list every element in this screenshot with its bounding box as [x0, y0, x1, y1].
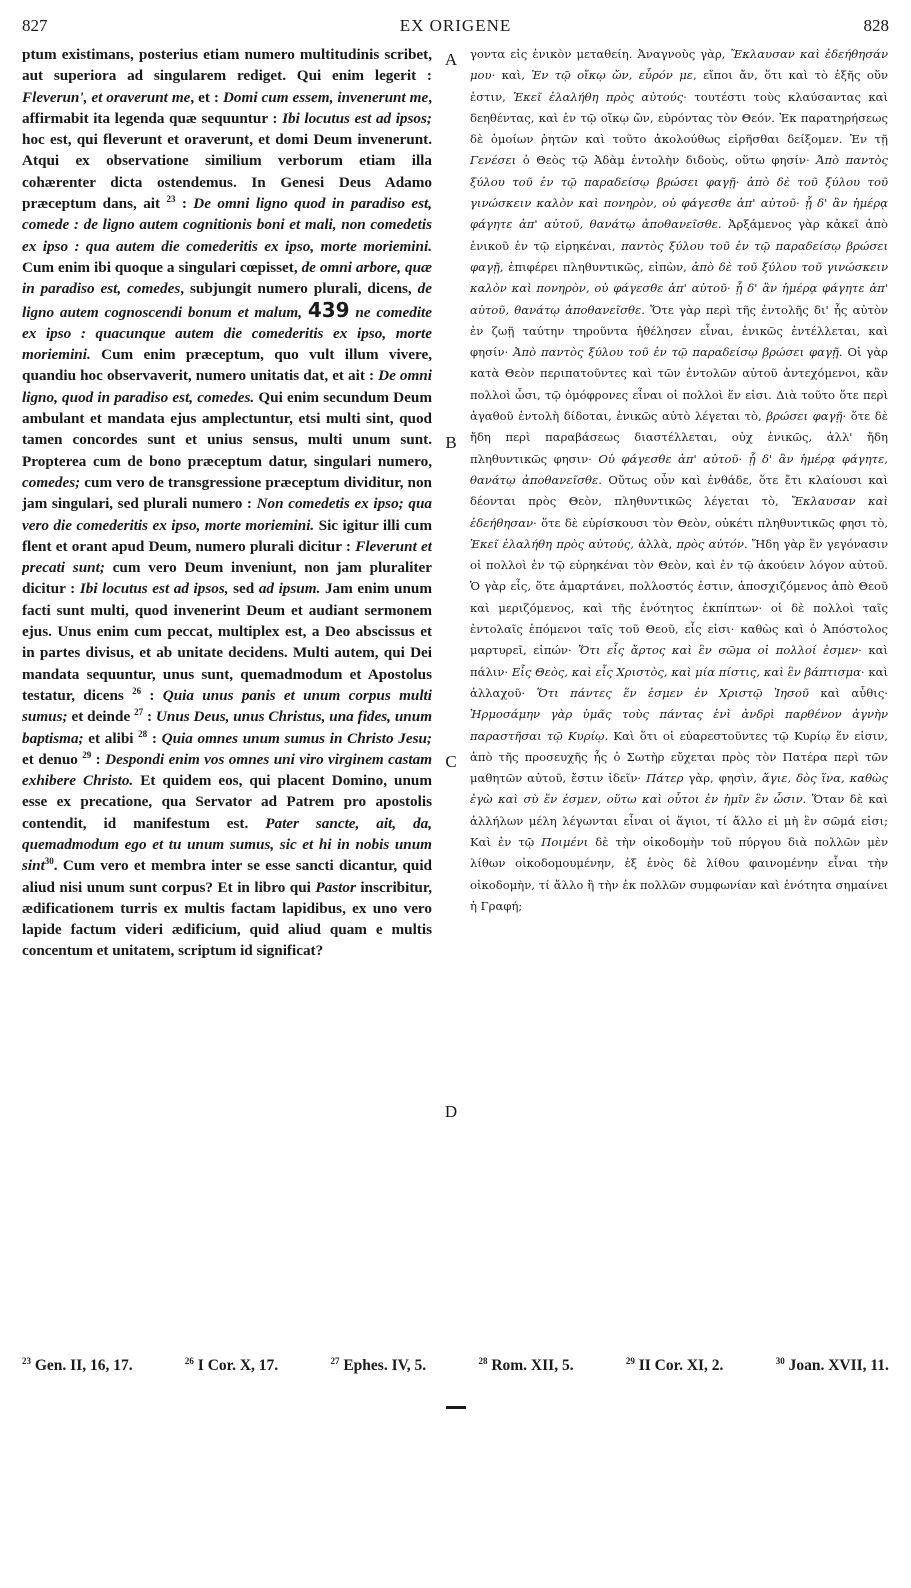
- greek-column: [470, 44, 888, 1334]
- footnote: $^{28}$ Rom. XII, 5.: [478, 1356, 574, 1375]
- latin-column: [22, 44, 432, 1334]
- margin-letter-c: C: [445, 752, 457, 771]
- footnote-ref: 27: [134, 707, 144, 718]
- footnote-ref: 28: [138, 728, 148, 739]
- footnotes: [22, 1356, 889, 1380]
- margin-letter-d: D: [444, 1102, 458, 1121]
- footnote-ref: 30: [44, 856, 54, 867]
- footnote: $^{27}$ Ephes. IV, 5.: [330, 1356, 427, 1375]
- footnote: $^{26}$ I Cor. X, 17.: [184, 1356, 279, 1375]
- end-rule: [446, 1406, 466, 1409]
- page-number-left: 827: [22, 16, 48, 35]
- migne-column-marker: 439: [307, 297, 350, 322]
- footnote-ref: 26: [132, 685, 142, 696]
- footnote: $^{23}$ Gen. II, 16, 17.: [22, 1356, 133, 1375]
- footnote: $^{30}$ Joan. XVII, 11.: [775, 1356, 889, 1375]
- footnote: $^{29}$ II Cor. XI, 2.: [625, 1356, 724, 1375]
- greek-text: γοντα εἰς ἑνικὸν μεταθείη. Ἀναγνοὺς γὰρ, Ἔκλαυσαν καὶ ἐδεήθησάν μου· καὶ, Ἐν τῷ οἴκῳ ὤν, εὗρόν με, εἴποι ἄν, ὅτι καὶ τὸ ἑξῆς οὕν ἐστιν, Ἐκεῖ ἐλαλήθη πρὸς αὐτούς· τουτέστι τοὺς κλαύσαντας καὶ δεηθέντας, καὶ ἐν τῷ οἴκῳ ὤν, εὑρόντας τὸν Θεόν. Ἐκ παρατηρήσεως δὲ ὁμοίων ῥητῶν καὶ τοῦτο ἀκολούθως εἰρῆσθαι δείξομεν. Ἐν τῇ Γενέσει ὁ Θεὸς τῷ Ἀδὰμ ἐντολὴν διδοὺς, οὕτω φησίν· Ἀπὸ παντὸς ξύλου τοῦ ἐν τῷ παραδείσῳ βρώσει φαγῇ· ἀπὸ δὲ τοῦ ξύλου τοῦ γινώσκειν καλὸν καὶ πονηρὸν, οὐ φάγεσθε ἀπ' αὐτοῦ· ᾗ δ' ἂν ἡμέρᾳ φάγητε ἀπ' αὐτοῦ, θανάτῳ ἀποθανεῖσθε. Ἀρξάμενος γὰρ κἀκεῖ ἀπὸ ἑνικοῦ ἐν τῷ εἰρηκέναι, παντὸς ξύλου τοῦ ἐν τῷ παραδείσῳ βρώσει φαγῇ, ἐπιφέρει πληθυντικῶς, εἰπὼν, ἀπὸ δὲ τοῦ ξύλου τοῦ γινώσκειν καλὸν καὶ πονηρὸν, οὐ φάγεσθε ἀπ' αὐτοῦ· ᾗ δ' ἂν ἡμέρᾳ φάγητε ἀπ' αὐτοῦ, θανάτῳ ἀποθανεῖσθε. Ὅτε γὰρ περὶ τῆς ἐντολῆς δι' ἧς αὐτὸν ἐν ζωῇ ταύτην τηροῦντα ἠθέλησεν εἶναι, ἑνικῶς ἐντέλλεται, καὶ φησίν· Ἀπὸ παντὸς ξύλου τοῦ ἐν τῷ παραδείσῳ βρώσει φαγῇ. Οἱ γὰρ κατὰ Θεὸν περιπατοῦντες καὶ τῶν ἐντολῶν αὐτοῦ ἀντεχόμενοι, κἂν πολλοὶ ὦσι, τῷ ὁμόφρονες εἶναι οἱ πολλοὶ ἕν εἰσι. Διὰ τοῦτο ὅτε περὶ ἀγαθοῦ ἐντολὴ δίδοται, ἑνικῶς αὐτὸ λέγεται τὸ, βρώσει φαγῇ· ὅτε δὲ ἤδη περὶ παραβάσεως διαστέλλεται, οὐχ ἑνικῶς, ἀλλ' ἤδη πληθυντικῶς φησιν· Οὐ φάγεσθε ἀπ' αὐτοῦ· ᾗ δ' ἂν ἡμέρᾳ φάγητε, θανάτῳ ἀποθανεῖσθε. Οὕτως οὖν καὶ ἐνθάδε, ὅτε ἔτι κλαίουσι καὶ δέονται πρὸς Θεὸν, πληθυντικῶς λέγεται τὸ, Ἔκλαυσαν καὶ ἐδεήθησαν· ὅτε δὲ εὑρίσκουσι τὸν Θεὸν, οὐκέτι πληθυντικῶς φησι τὸ, Ἐκεῖ ἐλαλήθη πρὸς αὐτούς, ἀλλὰ, πρὸς αὐτόν. Ἤδη γὰρ ἓν γεγόνασιν οἱ πολλοὶ ἐν τῷ εὑρηκέναι τὸν Θεὸν, καὶ ἐν τῷ ἀκούειν λόγον αὐτοῦ. Ὁ γὰρ εἷς, ὅτε ἁμαρτάνει, πολλοστός ἐστιν, ἀποσχιζόμενος ἀπὸ Θεοῦ καὶ μεριζόμενος, καὶ τῆς ἑνότητος ἐκπίπτων· οἱ δὲ πολλοὶ ταῖς ἐντολαῖς ἑπόμενοι ταῖς τοῦ Θεοῦ, εἷς εἰσι· καθὼς καὶ ὁ Ἀπόστολος μαρτυρεῖ, εἰπών· Ὅτι εἷς ἄρτος καὶ ἓν σῶμα οἱ πολλοί ἐσμεν· καὶ πάλιν· Εἷς Θεὸς, καὶ εἷς Χριστὸς, καὶ μία πίστις, καὶ ἓν βάπτισμα· καὶ ἀλλαχοῦ· Ὅτι πάντες ἕν ἐσμεν ἐν Χριστῷ Ἰησοῦ καὶ αὖθις· Ἡρμοσάμην γὰρ ὑμᾶς τοὺς πάντας ἑνὶ ἀνδρὶ παρθένον ἁγνὴν παραστῆσαι τῷ Κυρίῳ. Καὶ ὅτι οἱ εὐαρεστοῦντες τῷ Κυρίῳ ἕν εἰσιν, ἀπὸ τῆς προσευχῆς ἧς ὁ Σωτὴρ εὔχεται πρὸς τὸν Πατέρα περὶ τῶν μαθητῶν αὐτοῦ, ἔστιν ἰδεῖν· Πάτερ γὰρ, φησὶν, ἅγιε, δὸς ἵνα, καθὼς ἐγὼ καὶ σὺ ἕν ἐσμεν, οὕτω καὶ οὗτοι ἐν ἡμῖν ἓν ὦσιν. Ὅταν δὲ καὶ ἀλλήλων μέλη λέγωνται εἶναι οἱ ἅγιοι, τί ἄλλο εἰ μὴ ἓν σῶμά εἰσι; Καὶ ἐν τῷ Ποιμένι δὲ τὴν οἰκοδομὴν τοῦ πύργου διὰ πολλῶν μὲν λίθων οἰκοδομουμένην, ἐξ ἑνὸς δὲ λίθου φαινομένην εἶναι τὴν οἰκοδομὴν, τί ἄλλο ἢ τὴν ἐκ πολλῶν συμφωνίαν καὶ ἑνότητα σημαίνει ἡ Γραφή;: [470, 47, 888, 913]
- latin-text: ptum existimans, posterius etiam numero multitudinis scribet, aut superiora ad singularem rediget. Qui enim legerit : Fleverun', et oraverunt me, et : Domi cum essem, invenerunt me, affirmabit ita legenda quæ sequuntur : Ibi locutus est ad ipsos; hoc est, qui fleverunt et oraverunt, et domi Deum invenerunt. Atqui ex observatione similium verborum etiam illa cohærenter dicta ostendemus. In Genesi Deus Adamo præceptum dans, ait $^{23}$ : De omni ligno quod in paradiso est, comede : de ligno autem cognitionis boni et mali, non comedetis ex ipso : qua autem die comederitis ex ipso, morte moriemini. Cum enim ibi quoque a singulari cœpisset, de omni arbore, quæ in paradiso est, comedes, subjungit numero plurali, dicens, de ligno autem cognoscendi bonum et malum, 439 ne comedite ex ipso : quacunque autem die comederitis ex ipso, morte moriemini. Cum enim præceptum, quo vult illum vivere, quandiu hoc observaverit, numero unitatis dat, et ait : De omni ligno, quod in paradiso est, comedes. Qui enim secundum Deum ambulant et mandata ejus amplectuntur, etsi multi sint, quod tamen concordes sunt et unius sensus, multi unum sunt. Propterea cum de bono præceptum datur, singulari numero, comedes; cum vero de transgressione præceptum dividitur, non jam singulari, sed plurali numero : Non comedetis ex ipso; qua vero die comederitis ex ipso, morte moriemini. Sic igitur illi cum flent et orant apud Deum, numero plurali dicitur : Fleverunt et precati sunt; cum vero Deum inveniunt, non jam pluraliter dicitur : Ibi locutus est ad ipsos, sed ad ipsum. Jam enim unum facti sunt multi, quod invenerint Deum et audiant sermonem ejus. Unus enim cum peccat, multiplex est, a Deo abscissus et in partes divisus, et ab unitate decidens. Multi autem, qui Dei mandata sequuntur, unus sunt, quemadmodum et Apostolus testatur, dicens $^{26}$ : Quia unus panis et unum corpus multi sumus; et deinde $^{27}$ : Unus Deus, unus Christus, una fides, unum baptisma; et alibi $^{28}$ : Quia omnes unum sumus in Christo Jesu; et denuo $^{29}$ : Despondi enim vos omnes uni viro virginem castam exhibere Christo. Et quidem eos, qui placent Domino, unum esse ex precatione, qua Servator ad Patrem pro apostolis contendit, id manifestum est. Pater sancte, ait, da, quemadmodum ego et tu unum sumus, sic et hi in nobis unum sint$^{30}$. Cum vero et membra inter se esse sancti dicantur, quid aliud nisi unum sunt corpus? Et in libro qui Pastor inscribitur, ædificationem turris ex multis factam lapidibus, ex uno vero lapide factum videri ædificium, quid aliud quam e multis concentum et unitatem, scriptum id significat?: [22, 46, 432, 960]
- page-header: [22, 16, 889, 42]
- margin-letter-a: A: [444, 50, 458, 69]
- page-number-right: 828: [863, 16, 889, 35]
- margin-letter-b: B: [445, 433, 457, 452]
- footnote-ref: 29: [82, 749, 92, 760]
- footnote-ref: 23: [166, 194, 176, 205]
- running-title: EX ORIGENE: [399, 16, 512, 35]
